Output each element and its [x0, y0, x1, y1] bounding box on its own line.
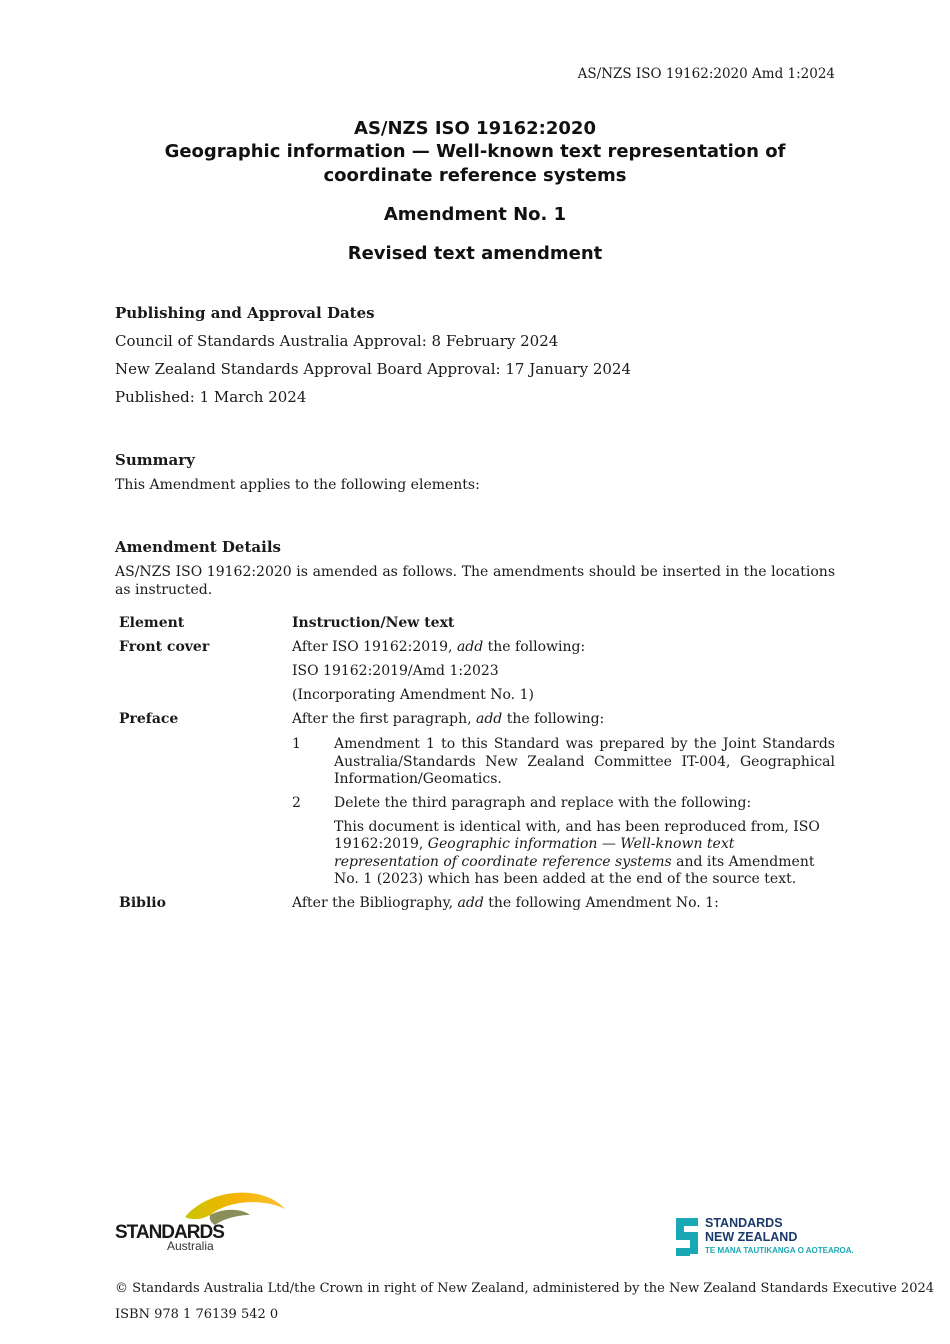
- column-header-element: Element: [119, 615, 185, 631]
- instruction-preface: [292, 711, 835, 895]
- details-intro: AS/NZS ISO 19162:2020 is amended as follows. The amendments should be inserted in the locations as instructed.: [115, 564, 835, 598]
- nz-line2: NEW ZEALAND: [705, 1230, 798, 1244]
- standards-nz-logo: [676, 1216, 854, 1257]
- list-text: Amendment 1 to this Standard was prepared by the Joint Standards Australia/Standards New Zealand Committee IT-004, Geographical Information/Geomatics.: [334, 736, 835, 787]
- footer-logos: [115, 1185, 854, 1255]
- emphasis-add: add: [457, 894, 484, 911]
- title-block: [0, 118, 950, 264]
- table-header-row: [115, 615, 835, 639]
- text: This document is identical with, and has been reproduced from, ISO 19162:2019,: [334, 818, 820, 852]
- instruction-front-cover: [292, 639, 835, 711]
- summary-section: [115, 451, 835, 494]
- amendment-table: [115, 615, 835, 911]
- standard-number: AS/NZS ISO 19162:2020: [354, 118, 596, 139]
- text: the following:: [483, 639, 586, 655]
- table-row: [115, 711, 835, 895]
- emphasis-title: Geographic information — Well-known text representation of coordinate reference systems: [334, 836, 735, 870]
- element-preface: Preface: [119, 711, 179, 727]
- nz-line1: STANDARDS: [705, 1216, 783, 1230]
- emphasis-add: add: [456, 639, 484, 655]
- publishing-section: [115, 304, 835, 406]
- list-text: Delete the third paragraph and replace with the following:: [334, 794, 752, 811]
- sa-wordmark: STANDARDS: [115, 1222, 224, 1243]
- isbn: ISBN 978 1 76139 542 0: [115, 1307, 279, 1322]
- published-date: Published: 1 March 2024: [115, 388, 307, 406]
- summary-heading: Summary: [115, 451, 195, 469]
- emphasis-add: add: [476, 711, 503, 727]
- summary-text: This Amendment applies to the following elements:: [115, 477, 480, 493]
- amendment-number: Amendment No. 1: [383, 204, 567, 225]
- list-item: [292, 795, 835, 819]
- text: the following Amendment No. 1:: [483, 894, 719, 911]
- copyright-notice: © Standards Australia Ltd/the Crown in right of New Zealand, administered by the New Zealand Standards Executive 2024: [115, 1281, 935, 1296]
- amendment-type: Revised text amendment: [347, 243, 603, 264]
- replacement-text: [292, 819, 835, 889]
- front-cover-amd-ref: ISO 19162:2019/Amd 1:2023: [292, 663, 499, 679]
- list-number: 1: [292, 736, 301, 752]
- text: After ISO 19162:2019,: [292, 639, 457, 655]
- standards-australia-logo: [115, 1185, 290, 1255]
- nz-mark-icon: [676, 1217, 700, 1257]
- text: After the first paragraph,: [292, 711, 476, 727]
- column-header-instruction: Instruction/New text: [292, 615, 455, 631]
- list-item: [292, 736, 835, 789]
- details-heading: Amendment Details: [115, 538, 281, 556]
- text: After the Bibliography,: [292, 894, 458, 911]
- front-cover-incorporating: (Incorporating Amendment No. 1): [292, 687, 534, 703]
- instruction-biblio: [292, 895, 835, 911]
- sa-sub: Australia: [167, 1239, 214, 1253]
- publishing-heading: Publishing and Approval Dates: [115, 304, 375, 322]
- text: and its Amendment No. 1 (2023) which has been added at the end of the source text.: [334, 853, 815, 887]
- table-row: [115, 895, 835, 911]
- element-front-cover: Front cover: [119, 639, 210, 655]
- nz-wordmark: [705, 1216, 797, 1244]
- details-section: [115, 538, 835, 599]
- standard-title: Geographic information — Well-known text representation of coordinate reference systems: [164, 141, 786, 186]
- header-reference: AS/NZS ISO 19162:2020 Amd 1:2024: [577, 66, 835, 82]
- element-biblio: Biblio: [119, 894, 166, 911]
- table-row: [115, 639, 835, 711]
- nz-approval: New Zealand Standards Approval Board Approval: 17 January 2024: [115, 360, 632, 378]
- council-approval: Council of Standards Australia Approval: 8 February 2024: [115, 332, 559, 350]
- nz-tagline: TE MANA TAUTIKANGA O AOTEAROA.: [705, 1246, 854, 1255]
- text: the following:: [502, 711, 605, 727]
- list-number: 2: [292, 794, 301, 811]
